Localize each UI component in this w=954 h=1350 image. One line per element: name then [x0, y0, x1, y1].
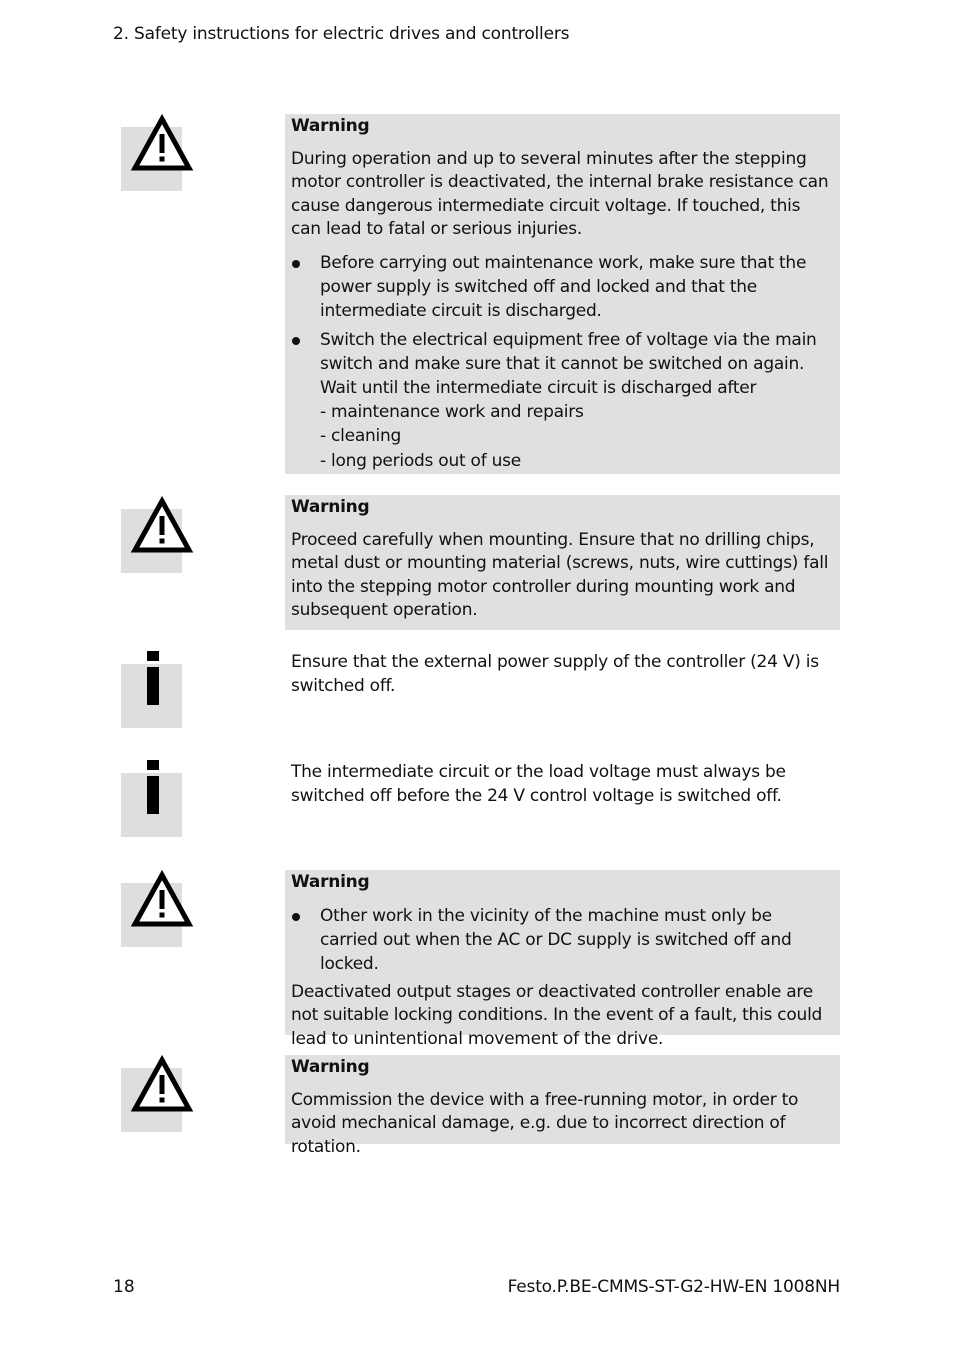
sublist-item: - maintenance work and repairs	[320, 401, 584, 422]
panel-title: Warning	[291, 116, 370, 136]
warning-text: Commission the device with a free-running motor, in order to avoid mechanical damage, e.g. due to incorrect direction of rotation.	[291, 1089, 799, 1157]
list-item	[291, 904, 832, 976]
list-item-text: Other work in the vicinity of the machine must only be carried out when the AC or DC supply is switched off and locked.	[320, 905, 792, 974]
list-item-text: Before carrying out maintenance work, make sure that the power supply is switched off and locked and that the intermediate circuit is discharged.	[320, 252, 807, 321]
warning-text: Deactivated output stages or deactivated controller enable are not suitable locking conditions. In the event of a fault, this could lead to unintentional movement of the drive.	[291, 981, 823, 1049]
list-item-text: Switch the electrical equipment free of voltage via the main switch and make sure that it cannot be switched on again. Wait until the intermediate circuit is discharged after	[320, 329, 817, 398]
list-item	[291, 328, 832, 474]
warning-triangle-icon	[121, 127, 182, 191]
warning-triangle-icon	[121, 1068, 182, 1132]
panel-title: Warning	[291, 497, 370, 517]
page-number: 18	[113, 1277, 135, 1297]
bullet-list	[291, 904, 832, 976]
info-text: The intermediate circuit or the load voltage must always be switched off before the 24 V control voltage is switched off.	[291, 762, 786, 806]
warning-triangle-icon	[121, 509, 182, 573]
info-icon	[121, 773, 182, 837]
panel-title: Warning	[291, 872, 370, 892]
bullet-icon	[292, 337, 300, 345]
warning-panel-3	[285, 870, 840, 1049]
bullet-icon	[292, 913, 300, 921]
bullet-icon	[292, 260, 300, 268]
info-icon	[121, 664, 182, 728]
warning-panel-1	[285, 114, 840, 474]
running-header: 2. Safety instructions for electric drives and controllers	[113, 24, 570, 44]
info-panel-2	[285, 761, 840, 808]
info-text: Ensure that the external power supply of the controller (24 V) is switched off.	[291, 652, 819, 696]
list-item	[291, 251, 832, 323]
warning-panel-4	[285, 1055, 840, 1157]
bullet-list	[291, 251, 832, 474]
info-panel-1	[285, 651, 840, 698]
warning-panel-2	[285, 495, 840, 630]
sublist-item: - cleaning	[320, 426, 402, 446]
sublist-item: - long periods out of use	[320, 450, 521, 471]
warning-text: During operation and up to several minutes after the stepping motor controller is deactivated, the internal brake resistance can cause dangerous intermediate circuit voltage. If touched, this can lead to fatal or serious injuries.	[291, 148, 829, 239]
panel-title: Warning	[291, 1057, 370, 1077]
warning-triangle-icon	[121, 883, 182, 947]
warning-text: Proceed carefully when mounting. Ensure that no drilling chips, metal dust or mounting material (screws, nuts, wire cuttings) fall into the stepping motor controller during mounting work and subsequent operation.	[291, 529, 829, 620]
document-id: Festo.P.BE-CMMS-ST-G2-HW-EN 1008NH	[507, 1277, 840, 1297]
